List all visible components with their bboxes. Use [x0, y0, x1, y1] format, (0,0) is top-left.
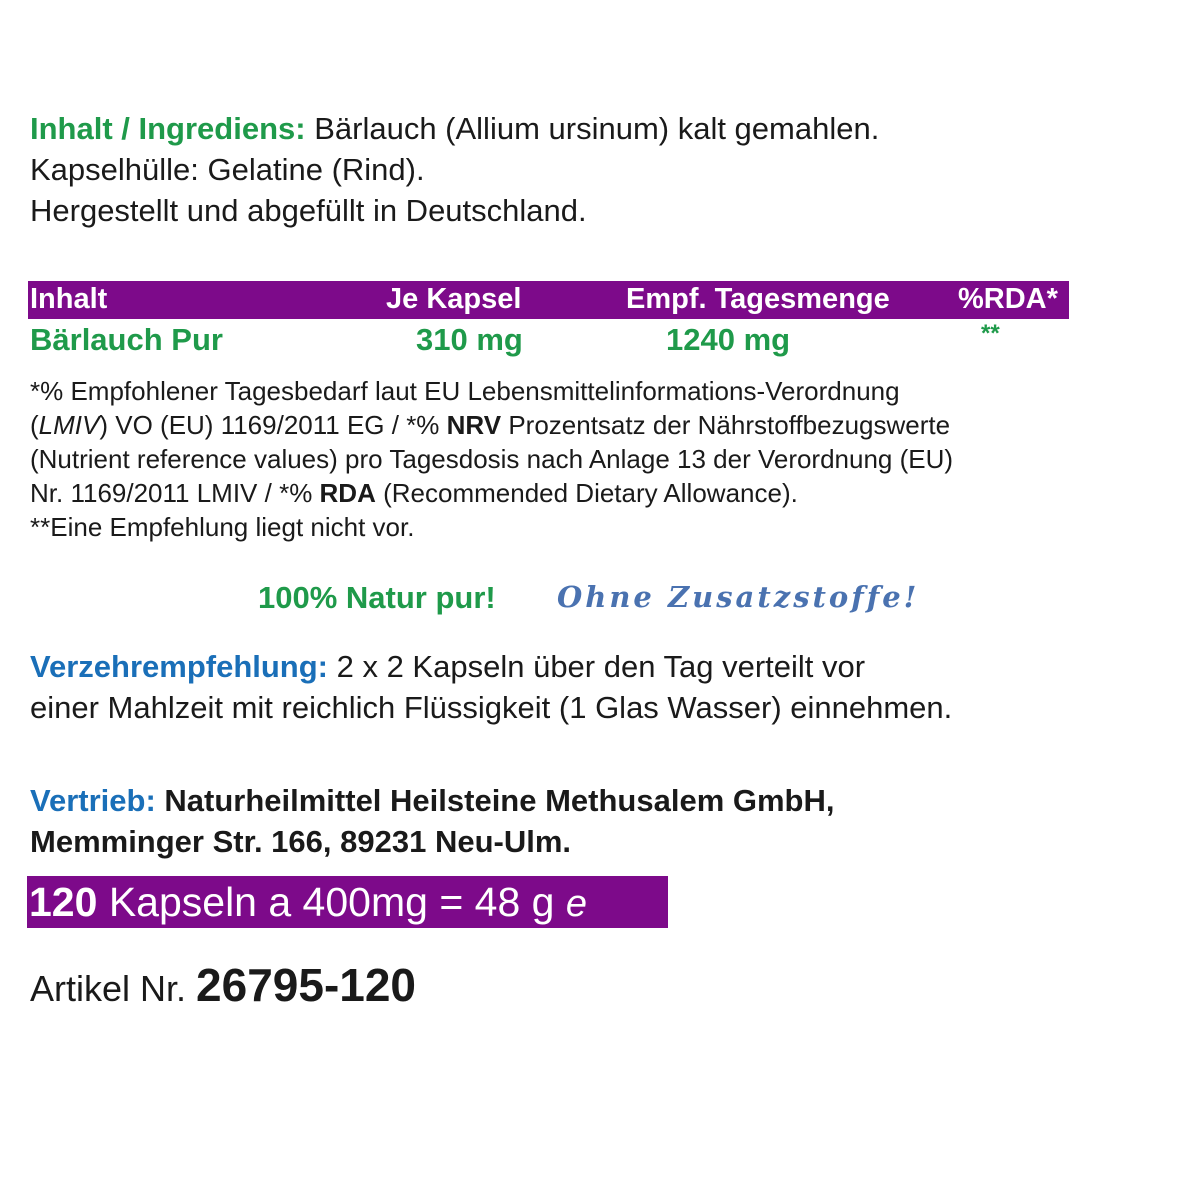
distributor-label: Vertrieb: [30, 783, 156, 818]
distributor-name: Naturheilmittel Heilsteine Methusalem GmbH, [155, 783, 835, 818]
article-label: Artikel Nr. [30, 968, 197, 1009]
footnote-line-3: (Nutrient reference values) pro Tagesdosis nach Anlage 13 der Verordnung (EU) [30, 444, 954, 474]
capsule-count-banner [27, 876, 668, 928]
article-number-line [30, 958, 416, 1012]
slogan-ohne-zusatzstoffe: Ohne Zusatzstoffe! [557, 580, 920, 614]
footnote-rda: RDA [319, 478, 376, 508]
ingredients-line-1 [30, 108, 879, 149]
header-inhalt: Inhalt [30, 283, 108, 315]
ingredients-label: Inhalt / Ingrediens: [30, 111, 306, 146]
usage-line-1 [30, 646, 952, 687]
ingredients-section [30, 108, 879, 231]
capsule-description: Kapseln a 400mg = 48 g [97, 879, 566, 925]
footnote [30, 374, 953, 544]
estimated-sign: e [565, 883, 587, 925]
usage-recommendation [30, 646, 952, 728]
row-rda: ** [981, 320, 1000, 347]
footnote-text: Nr. 1169/2011 LMIV / *% [30, 478, 320, 508]
nutrition-table-row [28, 320, 1069, 360]
distributor-address: Memminger Str. 166, 89231 Neu-Ulm. [30, 824, 572, 859]
ingredients-text: Bärlauch (Allium ursinum) kalt gemahlen. [305, 111, 880, 146]
footnote-text: ( [30, 410, 39, 440]
usage-label: Verzehrempfehlung: [30, 649, 328, 684]
header-tagesmenge: Empf. Tagesmenge [626, 283, 890, 315]
capsule-count-text [29, 876, 587, 930]
manufacturing-line: Hergestellt und abgefüllt in Deutschland. [30, 193, 587, 228]
distributor-line-1 [30, 780, 834, 821]
header-je-kapsel: Je Kapsel [386, 283, 522, 315]
footnote-line-4 [30, 476, 953, 510]
row-ingredient: Bärlauch Pur [30, 322, 223, 357]
nutrition-table-header [28, 281, 1069, 319]
footnote-line-2 [30, 408, 953, 442]
footnote-lmiv: LMIV [38, 410, 100, 440]
capsule-count: 120 [29, 879, 98, 925]
footnote-line-1: *% Empfohlener Tagesbedarf laut EU Lebensmittelinformations-Verordnung [30, 376, 900, 406]
capsule-shell-line: Kapselhülle: Gelatine (Rind). [30, 152, 425, 187]
row-per-capsule: 310 mg [416, 322, 523, 357]
usage-line-2: einer Mahlzeit mit reichlich Flüssigkeit (1 Glas Wasser) einnehmen. [30, 690, 953, 725]
footnote-text: Prozentsatz der Nährstoffbezugswerte [501, 410, 951, 440]
row-daily-amount: 1240 mg [666, 322, 791, 357]
footnote-text: (Recommended Dietary Allowance). [375, 478, 798, 508]
slogan-natur-pur: 100% Natur pur! [258, 580, 496, 615]
distributor-section [30, 780, 834, 862]
header-rda: %RDA* [958, 283, 1058, 315]
footnote-text: ) VO (EU) 1169/2011 EG / *% [99, 410, 447, 440]
footnote-nrv: NRV [446, 410, 502, 440]
footnote-line-5: **Eine Empfehlung liegt nicht vor. [30, 512, 415, 542]
usage-text: 2 x 2 Kapseln über den Tag verteilt vor [328, 649, 866, 684]
article-number: 26795-120 [196, 959, 417, 1011]
